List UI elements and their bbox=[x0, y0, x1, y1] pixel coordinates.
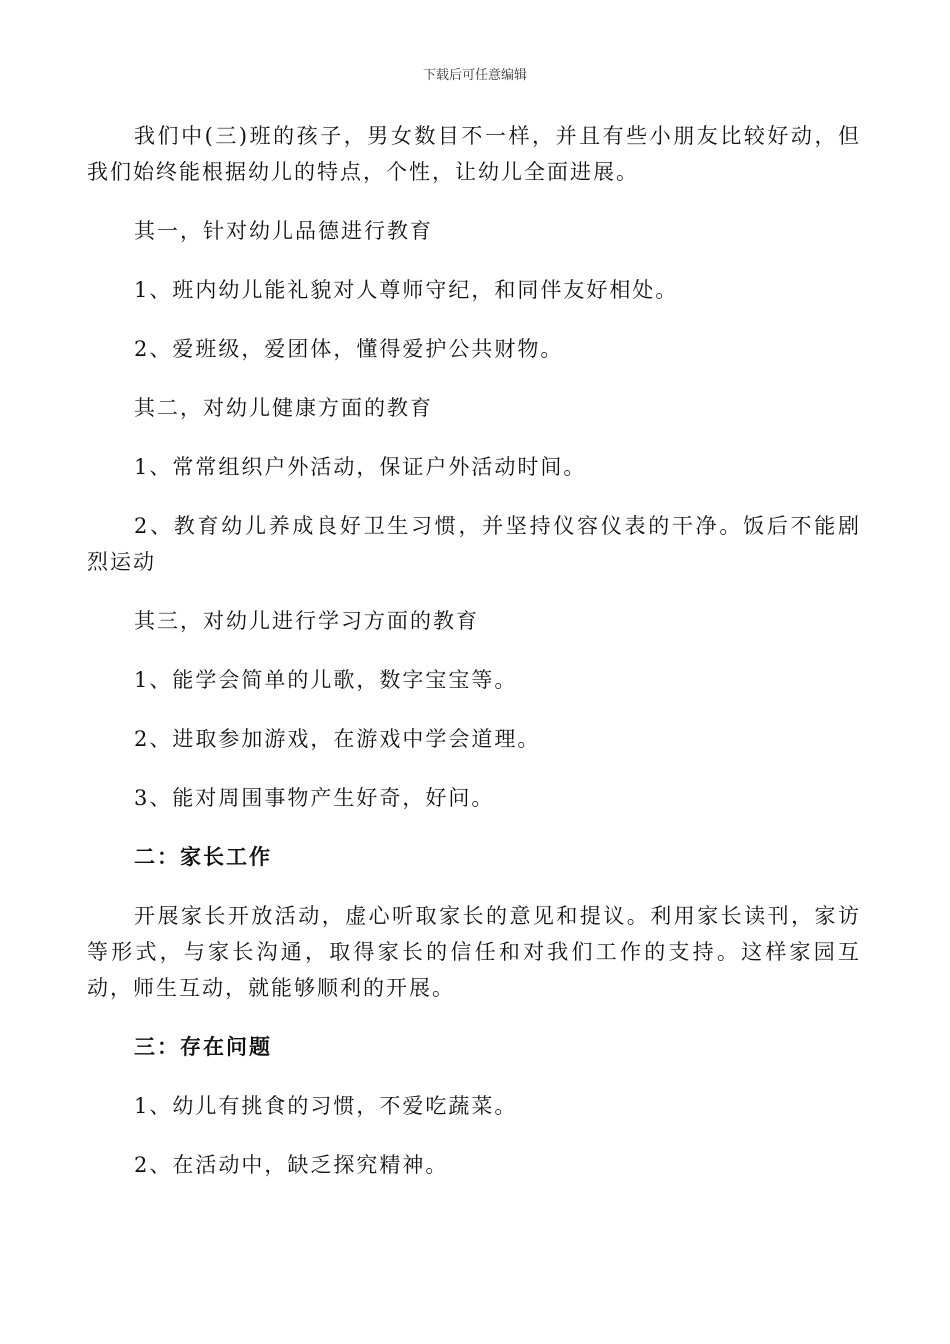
list-item: 1、常常组织户外活动，保证户外活动时间。 bbox=[134, 455, 587, 479]
list-item: 1、能学会简单的儿歌，数字宝宝等。 bbox=[134, 668, 518, 692]
paragraph-parents: 开展家长开放活动，虚心听取家长的意见和提议。利用家长读刊，家访等形式，与家长沟通，取得家长的信任和对我们工作的支持。这样家园互动，师生互动，就能够顺利的开展。 bbox=[87, 904, 861, 1000]
section-heading-parents: 二：家长工作 bbox=[134, 844, 272, 869]
list-item: 3、能对周围事物产生好奇，好问。 bbox=[134, 786, 495, 810]
section-heading-learning: 其三，对幼儿进行学习方面的教育 bbox=[134, 609, 479, 633]
page-header: 下载后可任意编辑 bbox=[422, 68, 527, 83]
list-item: 2、教育幼儿养成良好卫生习惯，并坚持仪容仪表的干净。饭后不能剧烈运动 bbox=[87, 514, 861, 574]
list-item: 2、爱班级，爱团体，懂得爱护公共财物。 bbox=[134, 337, 564, 361]
section-heading-health: 其二，对幼儿健康方面的教育 bbox=[134, 396, 433, 420]
section-heading-problems: 三：存在问题 bbox=[134, 1034, 272, 1059]
paragraph-intro: 我们中(三)班的孩子，男女数目不一样，并且有些小朋友比较好动，但我们始终能根据幼儿的特点，个性，让幼儿全面进展。 bbox=[87, 124, 861, 184]
section-heading-moral: 其一，针对幼儿品德进行教育 bbox=[134, 219, 433, 243]
list-item: 1、幼儿有挑食的习惯，不爱吃蔬菜。 bbox=[134, 1094, 518, 1118]
document-body bbox=[87, 118, 861, 1183]
list-item: 2、在活动中，缺乏探究精神。 bbox=[134, 1153, 449, 1177]
list-item: 2、进取参加游戏，在游戏中学会道理。 bbox=[134, 727, 541, 751]
list-item: 1、班内幼儿能礼貌对人尊师守纪，和同伴友好相处。 bbox=[134, 278, 679, 302]
